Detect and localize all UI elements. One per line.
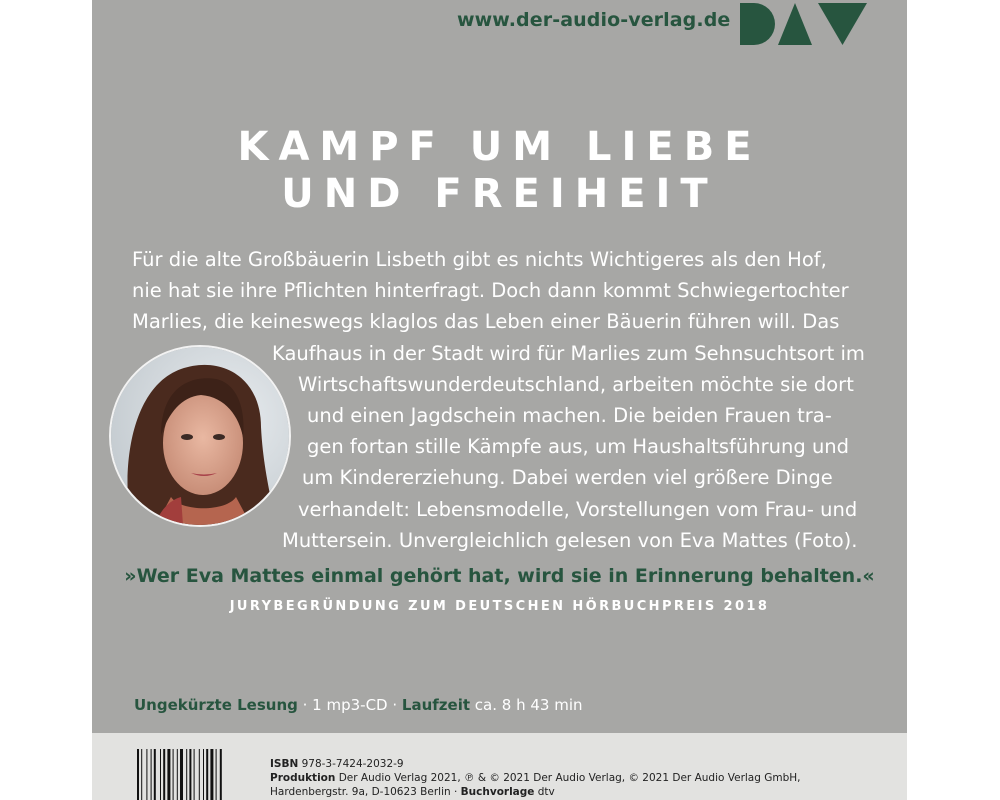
isbn-label: ISBN <box>270 758 299 770</box>
barcode-icon <box>137 749 257 800</box>
legal-footer <box>92 733 907 800</box>
runtime-value: ca. 8 h 43 min <box>470 696 583 714</box>
description-line: Muttersein. Unvergleichlich gelesen von Eva Mattes (Foto). <box>282 528 858 552</box>
produktion-value: Der Audio Verlag 2021, ℗ & © 2021 Der Audio Verlag, © 2021 Der Audio Verlag GmbH, <box>335 772 801 784</box>
publisher-address: Hardenbergstr. 9a, D-10623 Berlin · <box>270 786 461 798</box>
headline-line-2: UND FREIHEIT <box>281 171 718 217</box>
description-line: Marlies, die keineswegs klaglos das Leben einer Bäuerin führen will. Das <box>132 310 840 334</box>
press-quote: »Wer Eva Mattes einmal gehört hat, wird sie in Erinnerung behalten.« <box>124 565 875 587</box>
buchvorlage-label: Buchvorlage <box>460 786 535 798</box>
isbn-value: 978-3-7424-2032-9 <box>298 758 404 770</box>
description-line: nie hat sie ihre Pflichten hinterfragt. Doch dann kommt Schwiegertochter <box>132 279 849 303</box>
description-line: verhandelt: Lebensmodelle, Vorstellungen vom Frau- und <box>298 497 858 521</box>
produktion-label: Produktion <box>270 772 336 784</box>
unabridged-label: Ungekürzte Lesung <box>134 696 298 714</box>
runtime-label: Laufzeit <box>401 696 471 714</box>
description-line: und einen Jagdschein machen. Die beiden Frauen tra- <box>307 403 832 427</box>
legal-text <box>270 757 801 799</box>
publisher-url[interactable]: www.der-audio-verlag.de <box>457 9 731 31</box>
buchvorlage-value: dtv <box>534 786 555 798</box>
description-line: um Kindererziehung. Dabei werden viel größere Dinge <box>302 466 833 490</box>
dav-logo <box>740 3 867 45</box>
narrator-portrait <box>109 345 291 527</box>
product-info <box>134 696 583 714</box>
description-line: Für die alte Großbäuerin Lisbeth gibt es nichts Wichtigeres als den Hof, <box>132 248 827 271</box>
quote-attribution: JURYBEGRÜNDUNG ZUM DEUTSCHEN HÖRBUCHPREIS 2018 <box>229 599 770 614</box>
audiobook-back-cover <box>92 0 907 733</box>
description-line: gen fortan stille Kämpfe aus, um Haushaltsführung und <box>307 435 850 459</box>
description-line: Kaufhaus in der Stadt wird für Marlies zum Sehnsuchtsort im <box>272 341 865 365</box>
description-line: Wirtschaftswunderdeutschland, arbeiten möchte sie dort <box>298 372 854 396</box>
format-text: · 1 mp3-CD · <box>297 696 402 714</box>
headline-line-1: KAMPF UM LIEBE <box>237 124 762 170</box>
